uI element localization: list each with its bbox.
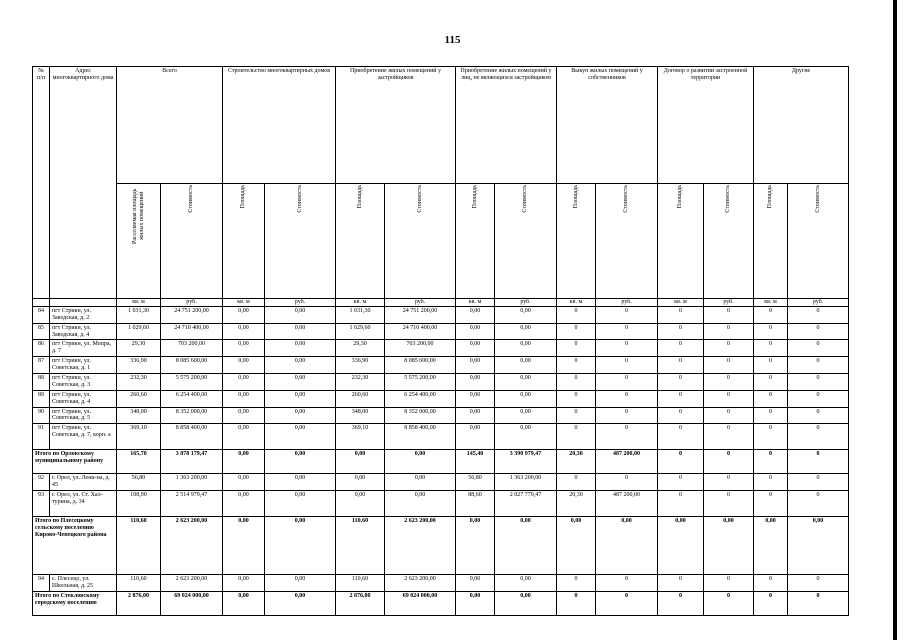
table-row xyxy=(33,474,849,491)
cell-value: 0,00 xyxy=(456,306,495,323)
row-address: пгт Стрикн, ул. Советская, д. 1 xyxy=(50,357,117,374)
cell-value: 487 200,00 xyxy=(596,491,658,517)
cell-value: 0 xyxy=(788,450,849,474)
cell-value: 24 710 400,00 xyxy=(385,323,456,340)
cell-value: 0 xyxy=(754,424,788,450)
cell-value: 1 031,30 xyxy=(117,306,161,323)
cell-value: 110,60 xyxy=(336,575,385,592)
row-number: 87 xyxy=(33,357,50,374)
cell-value: 0,00 xyxy=(495,407,557,424)
cell-value: 8 858 400,00 xyxy=(161,424,223,450)
unit-area: кв. м xyxy=(336,299,385,307)
cell-value: 24 710 400,00 xyxy=(161,323,223,340)
cell-value: 0,00 xyxy=(265,390,336,407)
cell-value: 69 024 000,00 xyxy=(385,591,456,615)
unit-cost: руб. xyxy=(495,299,557,307)
table-row xyxy=(33,424,849,450)
cell-value: 0,00 xyxy=(265,357,336,374)
cell-value: 0,00 xyxy=(495,374,557,391)
table-row xyxy=(33,491,849,517)
cell-value: 0 xyxy=(754,374,788,391)
cell-value: 0 xyxy=(704,491,754,517)
header-group-row xyxy=(33,67,849,184)
table-row xyxy=(33,357,849,374)
row-number: 94 xyxy=(33,575,50,592)
header-sub-cost: Стоимость xyxy=(704,184,754,299)
row-number: 86 xyxy=(33,340,50,357)
unit-area: кв. м xyxy=(658,299,704,307)
cell-value: 0 xyxy=(704,474,754,491)
cell-value: 0 xyxy=(658,306,704,323)
cell-value: 5 575 200,00 xyxy=(161,374,223,391)
cell-value: 0 xyxy=(704,591,754,615)
cell-value: 0,00 xyxy=(223,340,265,357)
cell-value: 0 xyxy=(596,340,658,357)
cell-value: 703 200,00 xyxy=(385,340,456,357)
row-address: пгт Стрикн, ул. Советская, д. 3 xyxy=(50,374,117,391)
cell-value: 0 xyxy=(754,407,788,424)
row-number: 88 xyxy=(33,374,50,391)
cell-value: 0,00 xyxy=(223,517,265,575)
resettlement-table xyxy=(32,66,849,616)
cell-value: 0 xyxy=(704,575,754,592)
cell-value: 0,00 xyxy=(495,357,557,374)
cell-value: 0 xyxy=(788,323,849,340)
row-number: 89 xyxy=(33,390,50,407)
total-label: Итого по Орловскому муниципальному району xyxy=(33,450,117,474)
cell-value: 487 200,00 xyxy=(596,450,658,474)
cell-value: 0 xyxy=(704,374,754,391)
header-sub-area: Площадь xyxy=(754,184,788,299)
cell-value: 336,90 xyxy=(336,357,385,374)
cell-value: 0,00 xyxy=(265,407,336,424)
unit-cost: руб. xyxy=(161,299,223,307)
cell-value: 232,30 xyxy=(117,374,161,391)
cell-value: 0 xyxy=(704,357,754,374)
cell-value: 8 352 000,00 xyxy=(161,407,223,424)
cell-value: 0,00 xyxy=(704,517,754,575)
cell-value: 0 xyxy=(704,390,754,407)
header-num: № п/п xyxy=(33,67,50,299)
cell-value: 0 xyxy=(658,323,704,340)
total-row xyxy=(33,517,849,575)
cell-value: 0,00 xyxy=(265,517,336,575)
cell-value: 0,00 xyxy=(456,424,495,450)
cell-value: 0,00 xyxy=(223,450,265,474)
total-label: Итого по Плесецкому сельскому поселению Кирово-Чепецкого района xyxy=(33,517,117,575)
header-sub-cost: Стоимость xyxy=(265,184,336,299)
cell-value: 0 xyxy=(596,390,658,407)
cell-value: 0,00 xyxy=(265,450,336,474)
cell-value: 0 xyxy=(788,357,849,374)
unit-empty xyxy=(50,299,117,307)
cell-value: 0,00 xyxy=(223,424,265,450)
cell-value: 2 623 200,00 xyxy=(161,575,223,592)
cell-value: 0 xyxy=(658,450,704,474)
cell-value: 0 xyxy=(596,357,658,374)
cell-value: 0 xyxy=(754,357,788,374)
header-sub-total-area: Расселяемая площадь жилых помещений xyxy=(117,184,161,299)
unit-cost: руб. xyxy=(265,299,336,307)
cell-value: 0,00 xyxy=(557,517,596,575)
row-address: с. Плесецо, ул. Школьная, д. 25 xyxy=(50,575,117,592)
cell-value: 336,90 xyxy=(117,357,161,374)
cell-value: 0 xyxy=(754,323,788,340)
cell-value: 0,00 xyxy=(456,357,495,374)
cell-value: 0 xyxy=(754,450,788,474)
cell-value: 8 352 000,00 xyxy=(385,407,456,424)
cell-value: 0 xyxy=(658,474,704,491)
table-row xyxy=(33,390,849,407)
cell-value: 260,60 xyxy=(117,390,161,407)
cell-value: 0 xyxy=(557,306,596,323)
header-units-row xyxy=(33,299,849,307)
table-row xyxy=(33,407,849,424)
header-sub-area: Площадь xyxy=(456,184,495,299)
unit-cost: руб. xyxy=(385,299,456,307)
cell-value: 0 xyxy=(596,323,658,340)
cell-value: 232,30 xyxy=(336,374,385,391)
cell-value: 0,00 xyxy=(223,357,265,374)
cell-value: 0,00 xyxy=(223,575,265,592)
cell-value: 56,80 xyxy=(117,474,161,491)
row-address: г. Орел, ул. Ст. Хал-турина, д. 34 xyxy=(50,491,117,517)
unit-empty xyxy=(33,299,50,307)
unit-area: кв. м xyxy=(223,299,265,307)
cell-value: 2 514 979,47 xyxy=(161,491,223,517)
page-number: 115 xyxy=(444,34,461,46)
cell-value: 1 363 200,00 xyxy=(495,474,557,491)
cell-value: 0,00 xyxy=(658,517,704,575)
cell-value: 0 xyxy=(658,575,704,592)
cell-value: 0 xyxy=(704,424,754,450)
cell-value: 6 254 400,00 xyxy=(385,390,456,407)
cell-value: 0,00 xyxy=(495,517,557,575)
cell-value: 0 xyxy=(596,374,658,391)
cell-value: 2 623 200,00 xyxy=(385,517,456,575)
cell-value: 0 xyxy=(704,340,754,357)
cell-value: 0 xyxy=(557,374,596,391)
row-number: 84 xyxy=(33,306,50,323)
cell-value: 108,90 xyxy=(117,491,161,517)
cell-value: 0,00 xyxy=(495,306,557,323)
header-group-purchase-developers: Приобретение жилых помещений у застройщиков xyxy=(336,67,456,184)
cell-value: 0 xyxy=(557,357,596,374)
cell-value: 0 xyxy=(557,340,596,357)
header-sub-row xyxy=(33,184,849,299)
header-sub-area: Площадь xyxy=(557,184,596,299)
cell-value: 0,00 xyxy=(265,591,336,615)
unit-area: кв. м xyxy=(456,299,495,307)
cell-value: 0 xyxy=(788,390,849,407)
cell-value: 0 xyxy=(788,374,849,391)
cell-value: 0,00 xyxy=(336,450,385,474)
cell-value: 0,00 xyxy=(265,491,336,517)
cell-value: 1 031,30 xyxy=(336,306,385,323)
cell-value: 0,00 xyxy=(754,517,788,575)
cell-value: 0 xyxy=(788,474,849,491)
table-row xyxy=(33,374,849,391)
cell-value: 0 xyxy=(596,407,658,424)
cell-value: 0 xyxy=(788,424,849,450)
cell-value: 348,00 xyxy=(336,407,385,424)
header-group-development-agreement: Договор о развитии застроенной территории xyxy=(658,67,754,184)
cell-value: 88,60 xyxy=(456,491,495,517)
table-row xyxy=(33,306,849,323)
cell-value: 0,00 xyxy=(495,424,557,450)
cell-value: 260,60 xyxy=(336,390,385,407)
cell-value: 0 xyxy=(788,306,849,323)
row-address: пгт Стрикн, ул. Советская, д. 5 xyxy=(50,407,117,424)
cell-value: 0,00 xyxy=(223,474,265,491)
cell-value: 29,30 xyxy=(336,340,385,357)
cell-value: 0,00 xyxy=(495,390,557,407)
cell-value: 0 xyxy=(754,491,788,517)
cell-value: 0,00 xyxy=(336,491,385,517)
cell-value: 0,00 xyxy=(223,374,265,391)
cell-value: 0,00 xyxy=(223,491,265,517)
cell-value: 0,00 xyxy=(456,390,495,407)
cell-value: 2 876,00 xyxy=(336,591,385,615)
cell-value: 0 xyxy=(658,424,704,450)
cell-value: 8 085 600,00 xyxy=(385,357,456,374)
cell-value: 0,00 xyxy=(223,323,265,340)
cell-value: 0,00 xyxy=(456,323,495,340)
table-row xyxy=(33,340,849,357)
cell-value: 0 xyxy=(658,340,704,357)
cell-value: 0 xyxy=(788,340,849,357)
cell-value: 0 xyxy=(788,591,849,615)
header-sub-area: Площадь xyxy=(336,184,385,299)
cell-value: 0 xyxy=(596,591,658,615)
cell-value: 2 623 200,00 xyxy=(385,575,456,592)
cell-value: 0,00 xyxy=(385,474,456,491)
cell-value: 0 xyxy=(704,450,754,474)
table-row xyxy=(33,323,849,340)
unit-cost: руб. xyxy=(596,299,658,307)
cell-value: 0,00 xyxy=(596,517,658,575)
header-group-other: Другие xyxy=(754,67,849,184)
cell-value: 1 363 200,00 xyxy=(161,474,223,491)
header-sub-cost: Стоимость xyxy=(596,184,658,299)
cell-value: 0 xyxy=(557,390,596,407)
cell-value: 0 xyxy=(557,575,596,592)
scan-edge-bar xyxy=(893,0,897,640)
cell-value: 2 027 779,47 xyxy=(495,491,557,517)
header-group-purchase-non-developers: Приобретение жилых помещений у лиц, не являющихся застройщиком xyxy=(456,67,557,184)
cell-value: 24 751 200,00 xyxy=(385,306,456,323)
row-number: 91 xyxy=(33,424,50,450)
cell-value: 0 xyxy=(754,306,788,323)
row-address: пгт Стрикн, ул. Заводская, д. 2 xyxy=(50,306,117,323)
header-sub-area: Площадь xyxy=(223,184,265,299)
cell-value: 0,00 xyxy=(336,474,385,491)
cell-value: 0 xyxy=(658,374,704,391)
cell-value: 369,10 xyxy=(336,424,385,450)
unit-cost: руб. xyxy=(788,299,849,307)
cell-value: 29,30 xyxy=(117,340,161,357)
cell-value: 56,80 xyxy=(456,474,495,491)
cell-value: 69 024 000,00 xyxy=(161,591,223,615)
cell-value: 5 575 200,00 xyxy=(385,374,456,391)
cell-value: 0 xyxy=(788,407,849,424)
cell-value: 0,00 xyxy=(265,424,336,450)
cell-value: 0 xyxy=(754,474,788,491)
header-group-total: Всего xyxy=(117,67,223,184)
header-address: Адрес многоквартирного дома xyxy=(50,67,117,299)
header-sub-area: Площадь xyxy=(658,184,704,299)
unit-area: кв. м xyxy=(557,299,596,307)
header-sub-cost: Стоимость xyxy=(161,184,223,299)
cell-value: 0,00 xyxy=(265,575,336,592)
cell-value: 0,00 xyxy=(495,340,557,357)
row-number: 93 xyxy=(33,491,50,517)
cell-value: 0 xyxy=(658,591,704,615)
row-address: пгт Стрикн, ул. Мопра, д. 7 xyxy=(50,340,117,357)
table-row xyxy=(33,575,849,592)
cell-value: 110,60 xyxy=(336,517,385,575)
cell-value: 6 254 400,00 xyxy=(161,390,223,407)
total-label: Итого по Стекловскому городскому поселению xyxy=(33,591,117,615)
unit-area: кв. м xyxy=(117,299,161,307)
cell-value: 0 xyxy=(658,407,704,424)
cell-value: 0 xyxy=(557,407,596,424)
cell-value: 0,00 xyxy=(385,450,456,474)
cell-value: 0 xyxy=(596,575,658,592)
cell-value: 0,00 xyxy=(456,374,495,391)
cell-value: 2 876,00 xyxy=(117,591,161,615)
row-address: пгт Стрикн, ул. Советская, д. 4 xyxy=(50,390,117,407)
cell-value: 0,00 xyxy=(223,407,265,424)
cell-value: 145,40 xyxy=(456,450,495,474)
cell-value: 110,60 xyxy=(117,575,161,592)
cell-value: 0 xyxy=(788,491,849,517)
cell-value: 0 xyxy=(557,424,596,450)
cell-value: 3 390 979,47 xyxy=(495,450,557,474)
cell-value: 0 xyxy=(754,340,788,357)
cell-value: 703 200,00 xyxy=(161,340,223,357)
total-row xyxy=(33,591,849,615)
row-number: 90 xyxy=(33,407,50,424)
cell-value: 0,00 xyxy=(223,306,265,323)
cell-value: 0 xyxy=(596,424,658,450)
cell-value: 0 xyxy=(754,390,788,407)
cell-value: 0,00 xyxy=(223,390,265,407)
cell-value: 0 xyxy=(596,306,658,323)
row-address: пгт Стрикн, ул. Заводская, д. 4 xyxy=(50,323,117,340)
unit-cost: руб. xyxy=(704,299,754,307)
header-sub-cost: Стоимость xyxy=(788,184,849,299)
total-row xyxy=(33,450,849,474)
cell-value: 8 858 400,00 xyxy=(385,424,456,450)
cell-value: 1 029,60 xyxy=(117,323,161,340)
cell-value: 20,30 xyxy=(557,491,596,517)
cell-value: 0 xyxy=(596,474,658,491)
cell-value: 0,00 xyxy=(456,517,495,575)
cell-value: 20,30 xyxy=(557,450,596,474)
cell-value: 0,00 xyxy=(265,306,336,323)
cell-value: 0 xyxy=(557,323,596,340)
cell-value: 24 751 200,00 xyxy=(161,306,223,323)
cell-value: 369,10 xyxy=(117,424,161,450)
cell-value: 0 xyxy=(658,390,704,407)
cell-value: 0,00 xyxy=(456,407,495,424)
cell-value: 8 085 600,00 xyxy=(161,357,223,374)
cell-value: 0 xyxy=(704,306,754,323)
cell-value: 0 xyxy=(557,474,596,491)
cell-value: 0 xyxy=(788,575,849,592)
cell-value: 0,00 xyxy=(495,575,557,592)
cell-value: 0 xyxy=(754,591,788,615)
table-body xyxy=(33,306,849,615)
cell-value: 0 xyxy=(754,575,788,592)
cell-value: 0 xyxy=(557,591,596,615)
cell-value: 0,00 xyxy=(265,374,336,391)
cell-value: 3 878 179,47 xyxy=(161,450,223,474)
cell-value: 0,00 xyxy=(495,323,557,340)
cell-value: 0 xyxy=(704,323,754,340)
row-number: 85 xyxy=(33,323,50,340)
cell-value: 0,00 xyxy=(265,474,336,491)
cell-value: 0 xyxy=(658,491,704,517)
cell-value: 1 029,60 xyxy=(336,323,385,340)
cell-value: 0,00 xyxy=(456,340,495,357)
row-number: 92 xyxy=(33,474,50,491)
cell-value: 0,00 xyxy=(223,591,265,615)
header-group-construction: Строительство многоквартирных домов xyxy=(223,67,336,184)
cell-value: 0,00 xyxy=(456,575,495,592)
cell-value: 0,00 xyxy=(265,323,336,340)
cell-value: 0,00 xyxy=(456,591,495,615)
cell-value: 165,70 xyxy=(117,450,161,474)
header-sub-cost: Стоимость xyxy=(385,184,456,299)
cell-value: 0,00 xyxy=(265,340,336,357)
cell-value: 348,00 xyxy=(117,407,161,424)
cell-value: 0,00 xyxy=(385,491,456,517)
header-group-buyout: Выкуп жилых помещений у собственников xyxy=(557,67,658,184)
cell-value: 0 xyxy=(704,407,754,424)
cell-value: 0,00 xyxy=(495,591,557,615)
cell-value: 0,00 xyxy=(788,517,849,575)
row-address: г. Орел, ул. Лени-на, д. 45 xyxy=(50,474,117,491)
cell-value: 110,60 xyxy=(117,517,161,575)
cell-value: 0 xyxy=(658,357,704,374)
cell-value: 2 623 200,00 xyxy=(161,517,223,575)
unit-area: кв. м xyxy=(754,299,788,307)
header-sub-cost: Стоимость xyxy=(495,184,557,299)
row-address: пгт Стрикн, ул. Советская, д. 7, корп. а xyxy=(50,424,117,450)
